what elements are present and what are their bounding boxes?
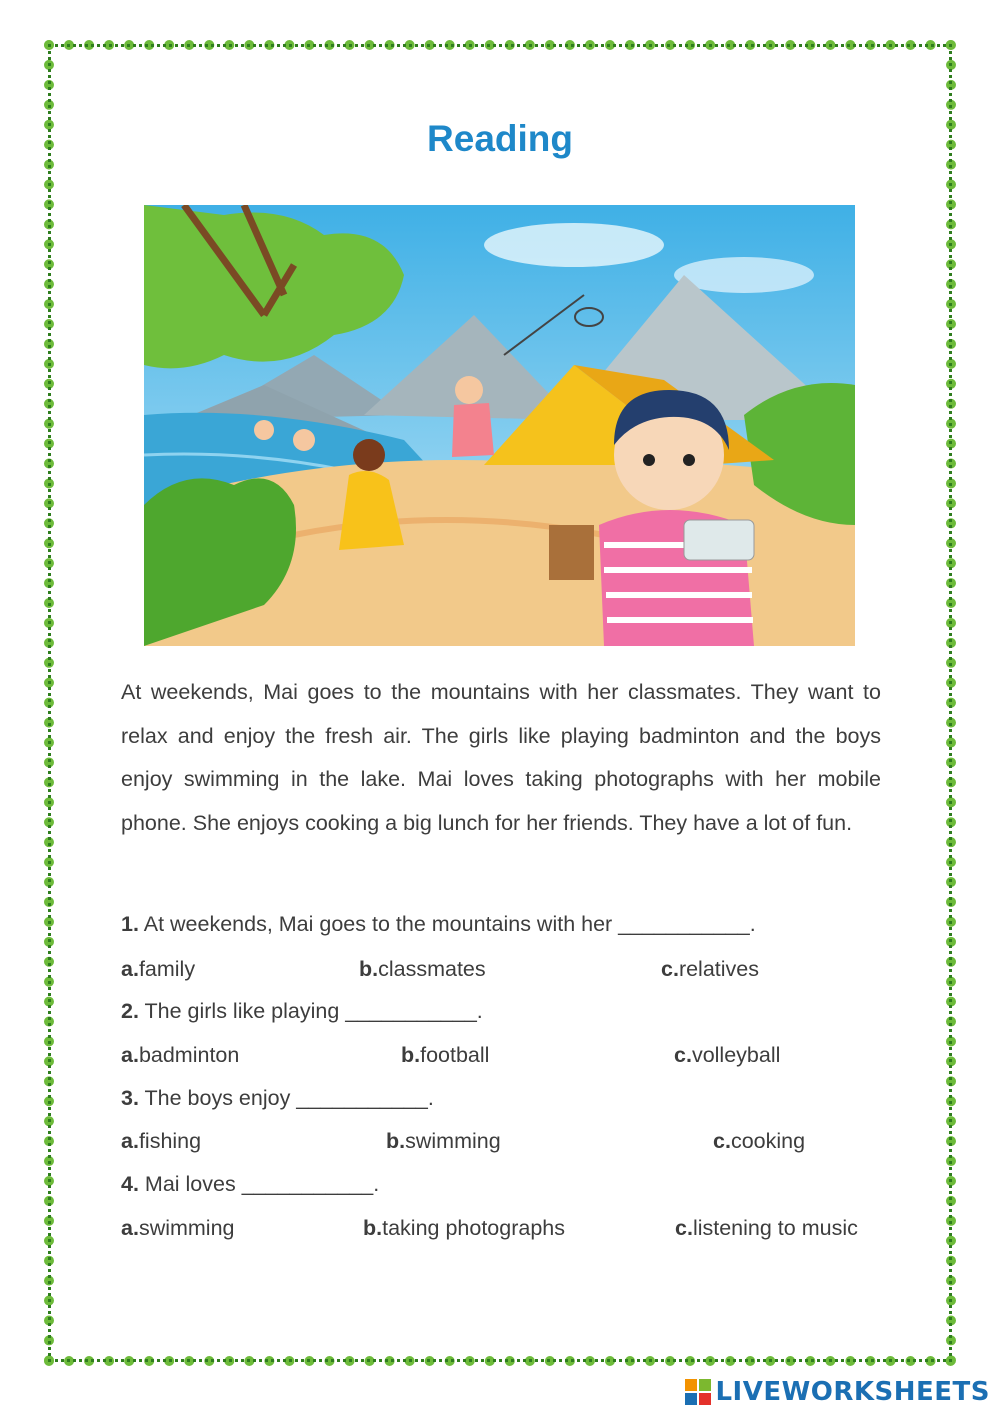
option-letter: b. (401, 1043, 421, 1067)
option-text: volleyball (691, 1043, 781, 1067)
option-text: taking photographs (382, 1216, 565, 1240)
option-text: swimming (405, 1129, 501, 1153)
page-title: Reading (427, 118, 573, 159)
question-text: The girls like playing ___________. (138, 999, 483, 1023)
question-3 (121, 1086, 434, 1111)
option-letter: b. (386, 1129, 406, 1153)
option-3b[interactable] (386, 1129, 501, 1154)
option-letter: b. (363, 1216, 383, 1240)
option-letter: c. (674, 1043, 692, 1067)
reading-passage: At weekends, Mai goes to the mountains with her classmates. They want to relax and enjoy the fresh air. The girls like playing badminton and the boys enjoy swimming in the lake. Mai loves taking photographs with her mobile phone. She enjoys cooking a big lunch for her friends. They have a lot of fun. (121, 680, 881, 835)
option-2b[interactable] (401, 1043, 489, 1068)
question-text: Mai loves ___________. (138, 1172, 380, 1196)
question-1 (121, 912, 756, 937)
question-number: 3. (121, 1086, 139, 1110)
option-text: classmates (378, 957, 486, 981)
option-letter: b. (359, 957, 379, 981)
option-letter: c. (675, 1216, 693, 1240)
option-2a[interactable] (121, 1043, 239, 1068)
question-number: 1. (121, 912, 139, 936)
option-text: relatives (678, 957, 759, 981)
question-text: At weekends, Mai goes to the mountains with her ___________. (138, 912, 756, 936)
question-number: 2. (121, 999, 139, 1023)
option-letter: a. (121, 1043, 139, 1067)
option-1a[interactable] (121, 957, 195, 982)
option-3a[interactable] (121, 1129, 201, 1154)
brand-name: LIVEWORKSHEETS (715, 1377, 990, 1407)
option-letter: c. (713, 1129, 731, 1153)
option-text: badminton (138, 1043, 240, 1067)
question-4 (121, 1172, 379, 1197)
option-letter: c. (661, 957, 679, 981)
question-2 (121, 999, 483, 1024)
option-text: listening to music (692, 1216, 858, 1240)
option-4a[interactable] (121, 1216, 235, 1241)
option-1b[interactable] (359, 957, 486, 982)
option-text: cooking (730, 1129, 806, 1153)
option-text: fishing (138, 1129, 202, 1153)
liveworksheets-brand[interactable] (685, 1377, 990, 1407)
option-4c[interactable] (675, 1216, 858, 1241)
option-4b[interactable] (363, 1216, 565, 1241)
option-letter: a. (121, 957, 139, 981)
question-text: The boys enjoy ___________. (138, 1086, 434, 1110)
option-3c[interactable] (713, 1129, 805, 1154)
question-number: 4. (121, 1172, 139, 1196)
option-text: swimming (138, 1216, 235, 1240)
option-text: football (420, 1043, 490, 1067)
liveworksheets-logo-icon (685, 1379, 711, 1405)
camping-illustration (144, 205, 855, 646)
option-letter: a. (121, 1216, 139, 1240)
option-2c[interactable] (674, 1043, 780, 1068)
option-letter: a. (121, 1129, 139, 1153)
option-text: family (138, 957, 196, 981)
option-1c[interactable] (661, 957, 759, 982)
